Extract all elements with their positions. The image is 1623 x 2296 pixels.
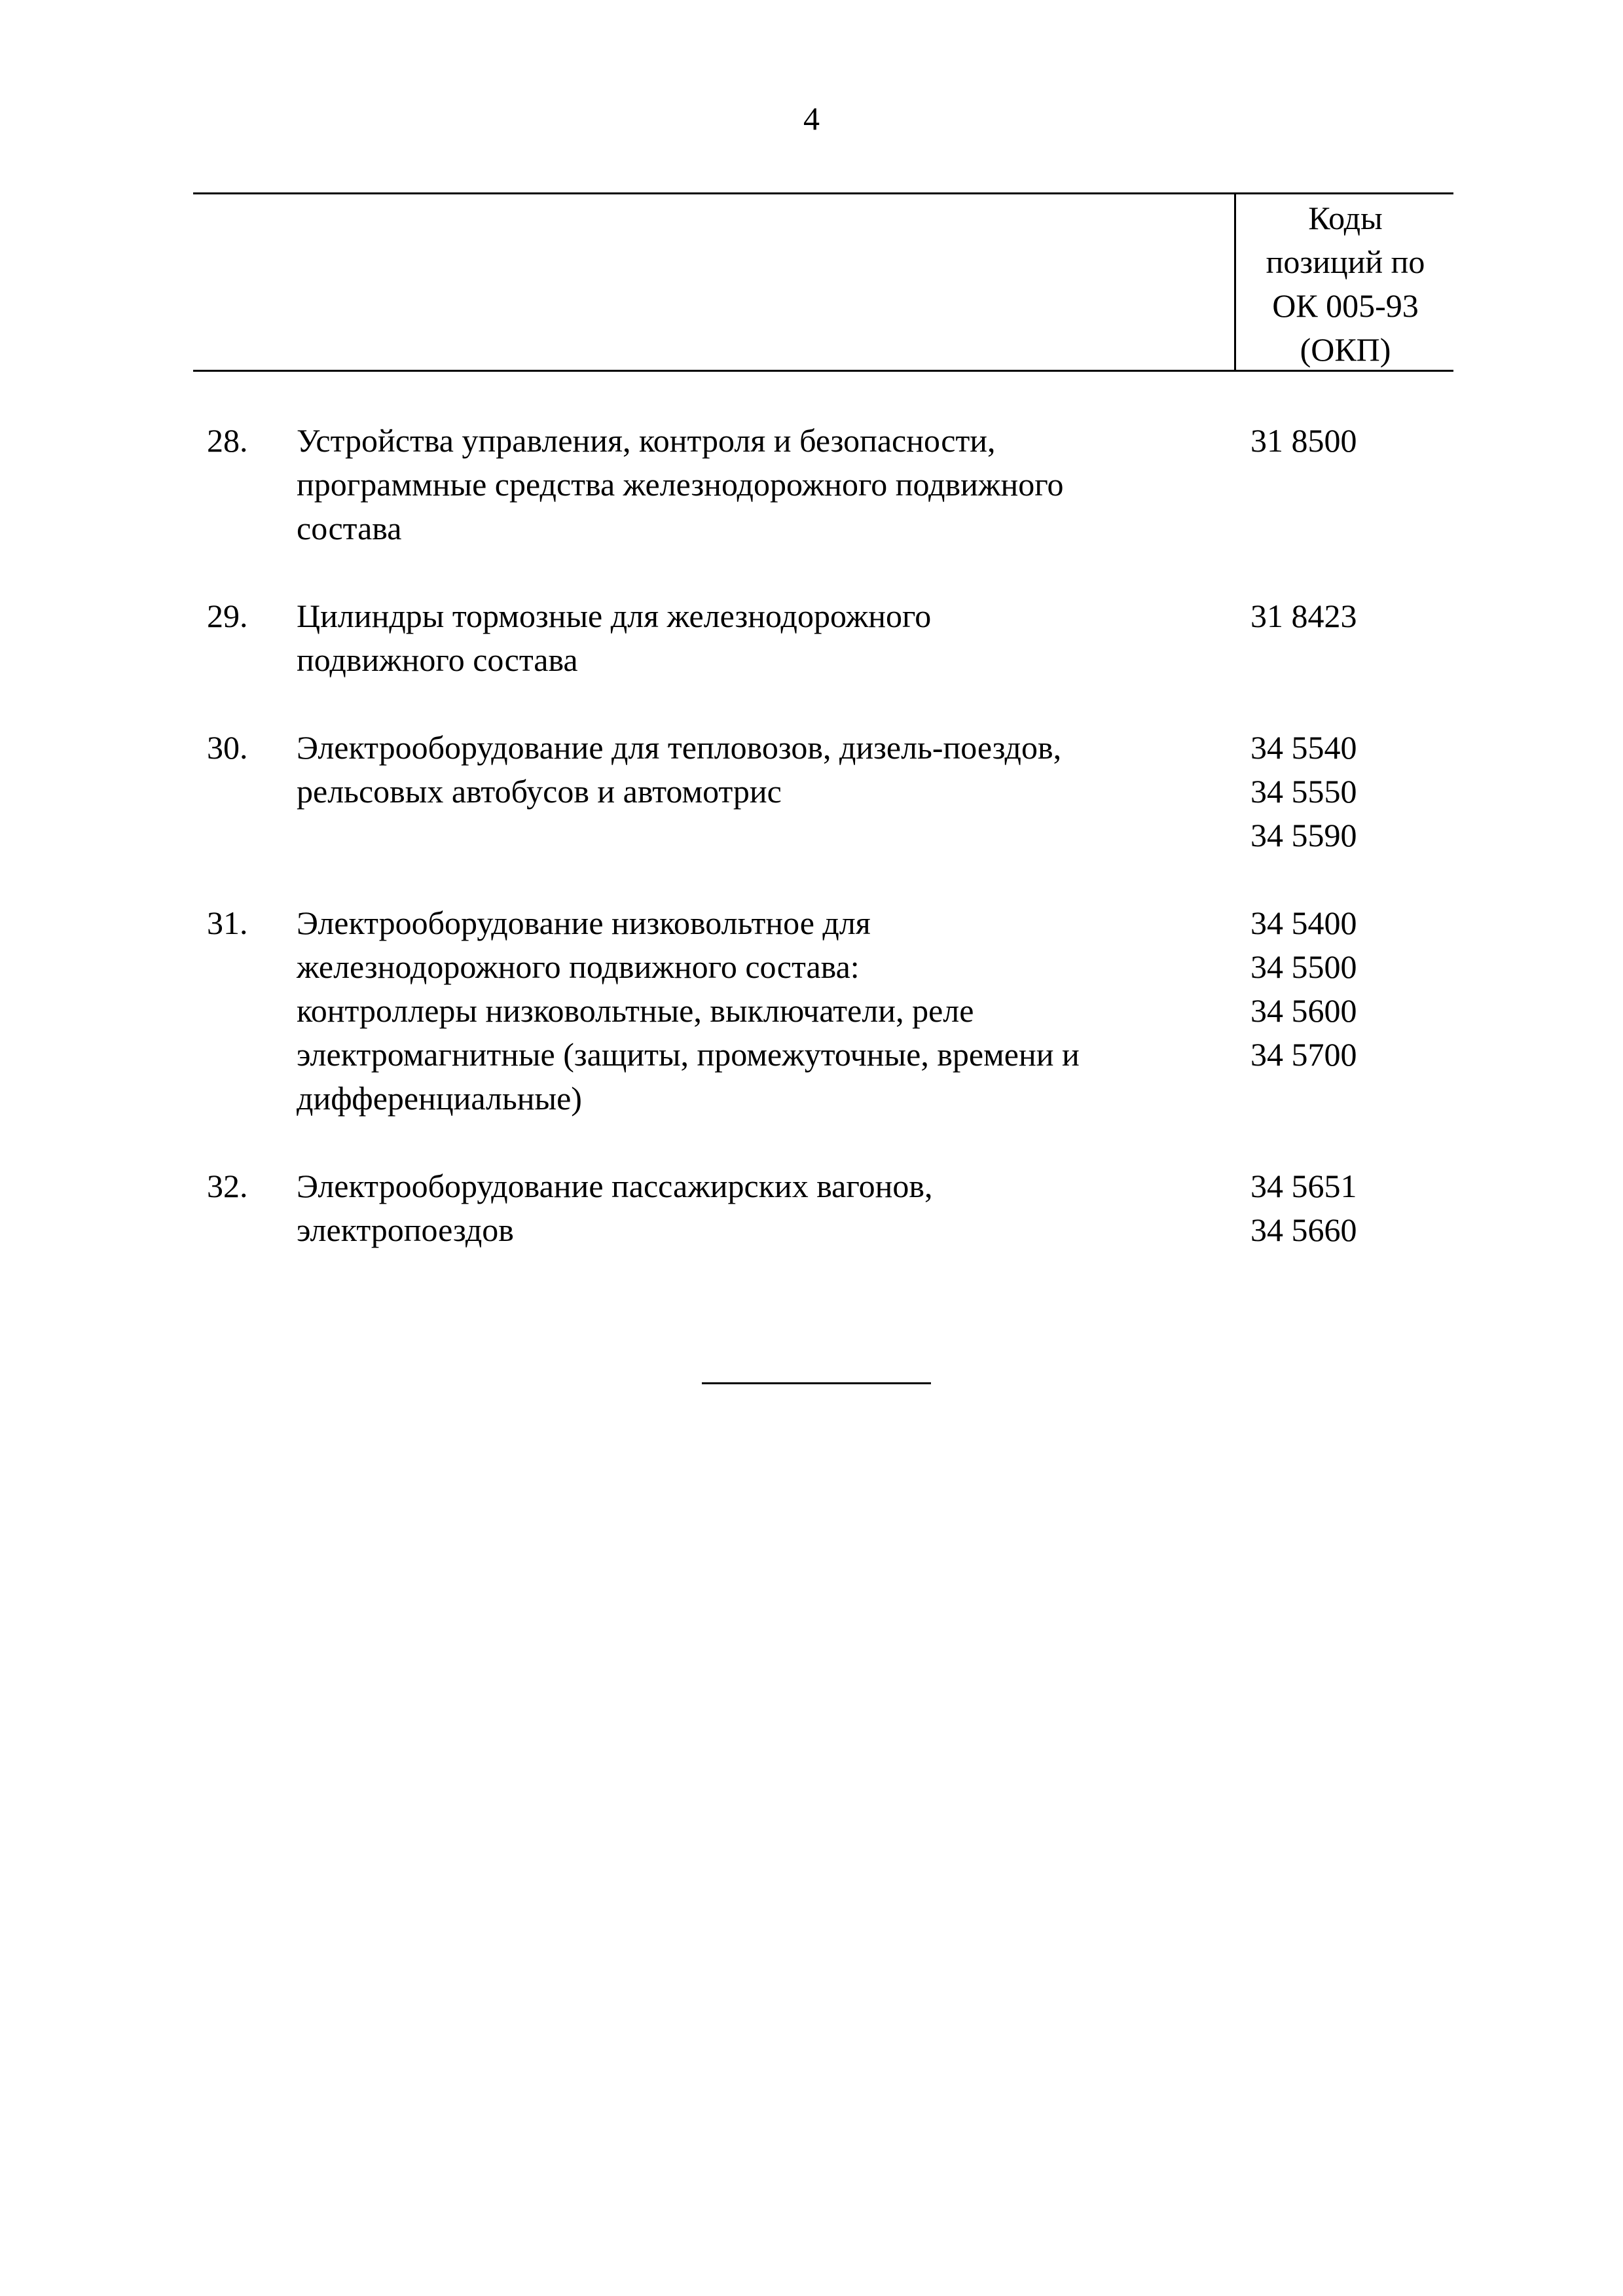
item-code: 34 5550	[1250, 773, 1357, 810]
list-item	[0, 594, 1623, 682]
list-item	[0, 419, 1623, 550]
end-of-document-rule	[702, 1382, 931, 1384]
page-number: 4	[803, 100, 820, 137]
item-description-line: железнодорожного подвижного состава:	[297, 948, 860, 985]
item-description	[297, 594, 1226, 682]
item-description	[297, 726, 1226, 814]
item-description	[297, 1164, 1226, 1252]
codes-header-line: позиций по	[1266, 243, 1425, 280]
item-codes	[1250, 594, 1357, 638]
item-description	[297, 901, 1226, 1121]
item-description-line: электромагнитные (защиты, промежуточные, времени и	[297, 1036, 1080, 1073]
item-codes	[1250, 901, 1357, 1077]
item-code: 34 5540	[1250, 729, 1357, 766]
codes-header-line: ОК 005-93	[1272, 287, 1419, 324]
item-number: 29.	[207, 598, 248, 634]
item-description-line: Электрооборудование для тепловозов, дизель-поездов,	[297, 729, 1062, 766]
item-number: 28.	[207, 422, 248, 459]
item-code: 34 5651	[1250, 1168, 1357, 1204]
item-code: 34 5400	[1250, 905, 1357, 941]
item-description	[297, 419, 1226, 550]
item-description-line: дифференциальные)	[297, 1080, 582, 1117]
item-code: 31 8423	[1250, 598, 1357, 634]
item-description-line: Электрооборудование низковольтное для	[297, 905, 871, 941]
item-description-line: Электрооборудование пассажирских вагонов,	[297, 1168, 933, 1204]
item-codes	[1250, 1164, 1357, 1252]
list-item	[0, 901, 1623, 1121]
item-description-line: состава	[297, 510, 402, 547]
item-description-line: Цилиндры тормозные для железнодорожного	[297, 598, 932, 634]
table-top-rule	[193, 192, 1453, 194]
list-item	[0, 726, 1623, 857]
item-description-line: программные средства железнодорожного подвижного	[297, 466, 1064, 503]
item-number: 32.	[207, 1168, 248, 1204]
item-code: 34 5600	[1250, 992, 1357, 1029]
item-description-line: контроллеры низковольтные, выключатели, реле	[297, 992, 974, 1029]
item-code: 31 8500	[1250, 422, 1357, 459]
table-header-bottom-rule	[193, 370, 1453, 372]
item-code: 34 5660	[1250, 1211, 1357, 1248]
codes-column-divider	[1234, 194, 1236, 370]
codes-header-line: (ОКП)	[1300, 331, 1391, 368]
item-codes	[1250, 419, 1357, 463]
item-description-line: Устройства управления, контроля и безопасности,	[297, 422, 996, 459]
codes-column-header	[1237, 196, 1453, 372]
item-code: 34 5500	[1250, 948, 1357, 985]
item-number: 30.	[207, 729, 248, 766]
item-number: 31.	[207, 905, 248, 941]
item-description-line: подвижного состава	[297, 641, 578, 678]
item-code: 34 5700	[1250, 1036, 1357, 1073]
item-description-line: рельсовых автобусов и автомотрис	[297, 773, 782, 810]
item-codes	[1250, 726, 1357, 857]
item-description-line: электропоездов	[297, 1211, 514, 1248]
item-code: 34 5590	[1250, 817, 1357, 853]
list-item	[0, 1164, 1623, 1252]
codes-header-line: Коды	[1308, 200, 1383, 236]
item-list	[0, 419, 1623, 1296]
